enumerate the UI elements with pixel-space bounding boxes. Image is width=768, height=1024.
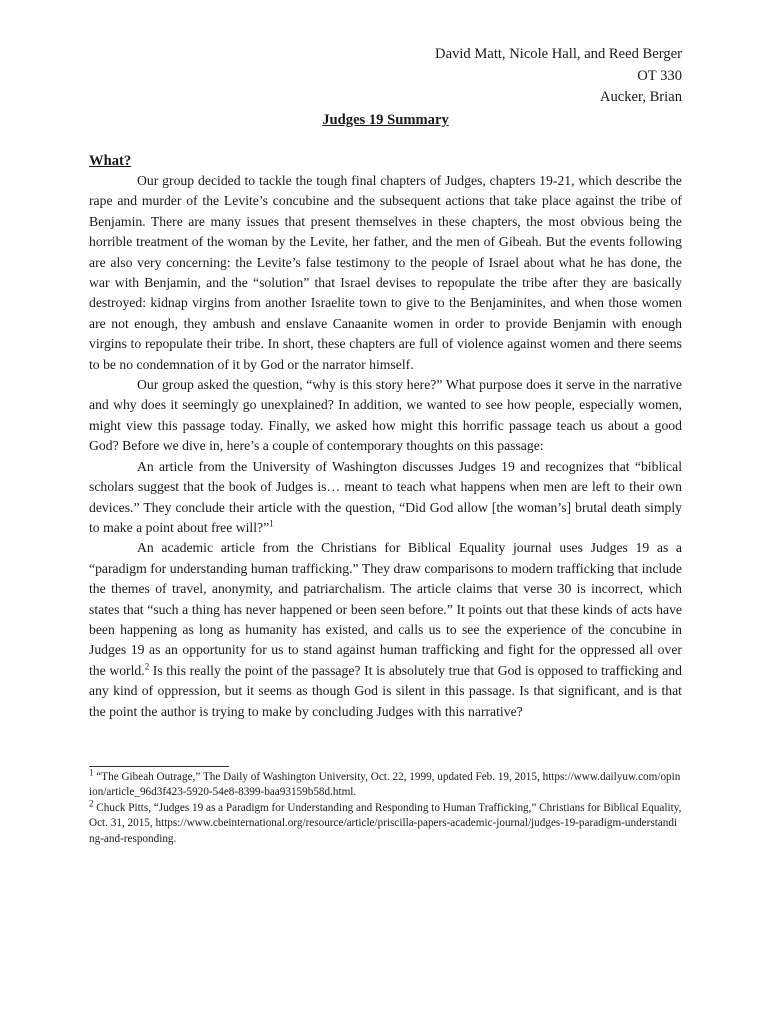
footnotes bbox=[89, 767, 682, 847]
footnote-ref[interactable]: 2 bbox=[144, 661, 150, 672]
footnote-url[interactable]: https://www.cbeinternational.org/resource/article/priscilla-papers-academic-journal/judges-19-paradigm-understanding-and-responding. bbox=[89, 817, 678, 845]
footnote: $^1$ “The Gibeah Outrage,” The Daily of Washington University, Oct. 22, 1999, updated Feb. 19, 2015, https://www.dailyuw.com/opinion/article_96d3f423-5920-54e8-8399-baa93159b58d.html. bbox=[89, 767, 681, 799]
document-title: Judges 19 Summary bbox=[322, 111, 449, 128]
instructor-line: Aucker, Brian bbox=[599, 89, 682, 105]
paragraph: An academic article from the Christians for Biblical Equality journal uses Judges 19 as a “paradigm for understanding human trafficking.” They draw comparisons to modern trafficking that include the themes of travel, anonymity, and patriarchalism. The article claims that verse 30 is incorrect, which states that “such a thing has never happened or been seen before.” It points out that these kinds of acts have been happening as long as humanity has existed, and calls us to see the experience of the concubine in Judges 19 as an opportunity for us to stand against human trafficking and fight for the oppressed all over the world.$^2$ Is this really the point of the passage? It is absolutely true that God is opposed to trafficking and any kind of oppression, but it seems as though God is silent in this passage. Is that significant, and is that the point the author is trying to make by concluding Judges with this narrative? bbox=[89, 540, 682, 719]
authors-line: David Matt, Nicole Hall, and Reed Berger bbox=[435, 46, 682, 62]
footnote-url[interactable]: https://www.dailyuw.com/opinion/article_96d3f423-5920-54e8-8399-baa93159b58d.html. bbox=[89, 770, 681, 799]
section-heading: What? bbox=[89, 152, 132, 169]
paragraph: Our group asked the question, “why is this story here?” What purpose does it serve in the narrative and why does it seemingly go unexplained? In addition, we wanted to see how people, especially women, might view this passage today. Finally, we asked how might this horrific passage teach us about a good God? Before we dive in, here’s a couple of contemporary thoughts on this passage: bbox=[89, 377, 682, 454]
document-header bbox=[89, 44, 682, 109]
footnote-divider bbox=[89, 766, 229, 767]
course-line: OT 330 bbox=[637, 67, 682, 84]
footnote: $^2$ Chuck Pitts, “Judges 19 as a Paradigm for Understanding and Responding to Human Trafficking,” Christians for Biblical Equality, Oct. 31, 2015, https://www.cbeinternational.org/resource/article/priscilla-papers-academic-journal/judges-19-paradigm-understanding-and-responding. bbox=[89, 798, 682, 845]
paragraph: Our group decided to tackle the tough final chapters of Judges, chapters 19-21, which describe the rape and murder of the Levite’s concubine and the subsequent actions that take place against the tribe of Benjamin. There are many issues that present themselves in these chapters, the most obvious being the horrible treatment of the woman by the Levite, her father, and the men of Gibeah. But the events following are also very concerning: the Levite’s false testimony to the people of Israel about what he has done, the war with Benjamin, and the “solution” that Israel devises to repopulate the tribe after they are basically destroyed: kidnap virgins from another Israelite town to give to the Benjaminites, and when those women are not enough, they ambush and enslave Canaanite women in order to provide Benjamin with enough virgins to repopulate their tribe. In short, these chapters are full of violence against women and there seems to be no condemnation of it by God or the narrator himself. bbox=[89, 173, 682, 372]
footnote-number: 2 bbox=[89, 798, 94, 809]
footnote-number: 1 bbox=[89, 767, 94, 778]
footnote-ref[interactable]: 1 bbox=[269, 518, 274, 529]
paragraph: An article from the University of Washington discusses Judges 19 and recognizes that “biblical scholars suggest that the book of Judges is… meant to teach what happens when men are left to their own devices.” They conclude their article with the question, “Did God allow [the woman’s] brutal death simply to make a point about free will?”$^1$ bbox=[89, 458, 682, 535]
document-body bbox=[89, 171, 682, 722]
